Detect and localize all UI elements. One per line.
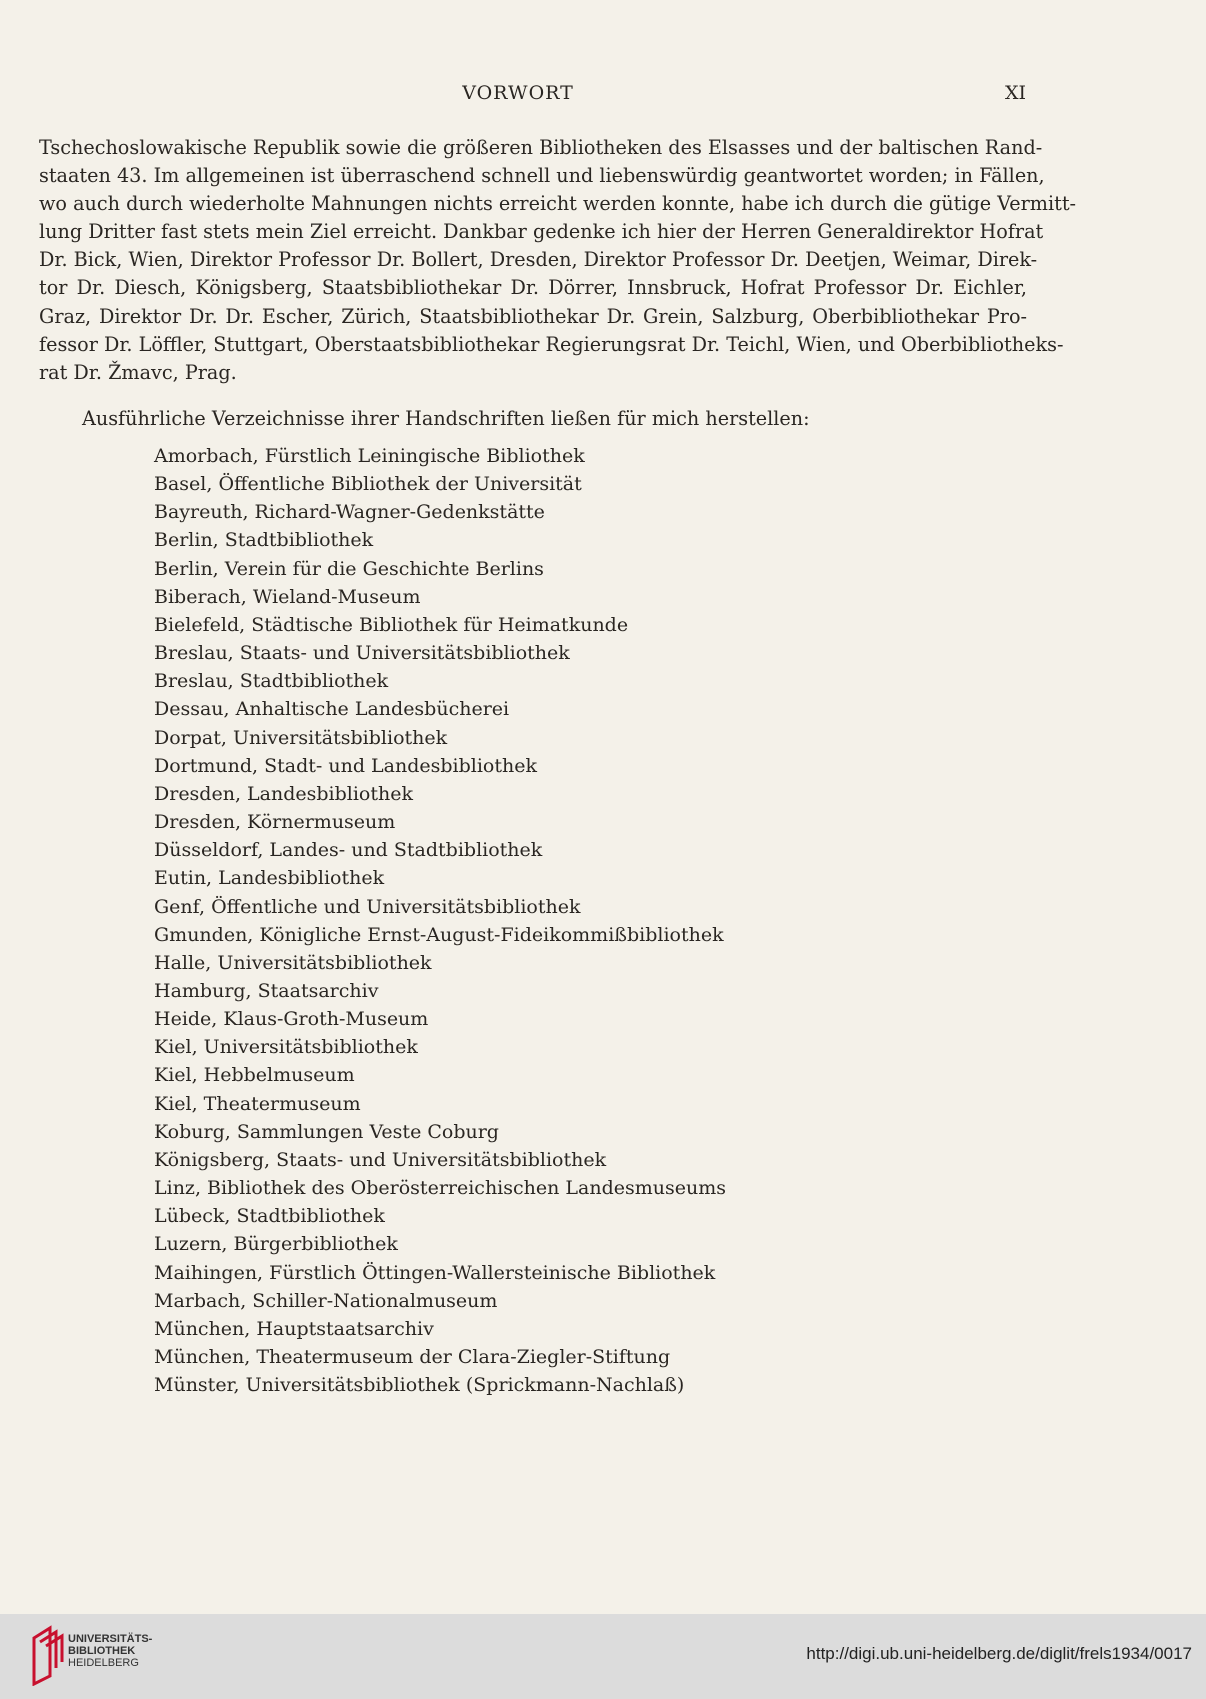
library-list-item: Luzern, Bürgerbibliothek [154,1233,398,1256]
list-lead-sentence: Ausführliche Verzeichnisse ihrer Handschriften ließen für mich herstellen: [82,407,810,430]
library-list-item: Kiel, Theatermuseum [154,1092,361,1115]
library-list-item: Münster, Universitätsbibliothek (Sprickmann-Nachlaß) [154,1374,685,1397]
library-list-item: Dortmund, Stadt- und Landesbibliothek [154,754,537,777]
intro-line: wo auch durch wiederholte Mahnungen nichts erreicht werden konnte, habe ich durch die gütige Vermitt- [39,192,1077,216]
library-list-item: München, Theatermuseum der Clara-Ziegler-Stiftung [154,1346,671,1368]
library-list-item: Eutin, Landesbibliothek [154,867,385,890]
intro-line: fessor Dr. Löffler, Stuttgart, Oberstaatsbibliothekar Regierungsrat Dr. Teichl, Wien, und Oberbibliotheks- [39,332,1064,356]
library-list-item: Gmunden, Königliche Ernst-August-Fideikommißbibliothek [154,923,724,946]
library-list-item: Bielefeld, Städtische Bibliothek für Heimatkunde [154,613,629,636]
library-list-item: Biberach, Wieland-Museum [154,585,421,608]
library-list-item: Kiel, Hebbelmuseum [154,1064,355,1087]
logo-line-1: UNIVERSITÄTS- [68,1633,153,1645]
library-list-item: Amorbach, Fürstlich Leiningische Bibliothek [154,445,585,467]
intro-line: rat Dr. Žmavc, Prag. [39,360,237,384]
library-list-item: Halle, Universitätsbibliothek [154,951,432,974]
footer-bar [0,1614,1206,1699]
library-list-item: Lübeck, Stadtbibliothek [154,1205,385,1228]
library-logo-icon[interactable] [28,1624,70,1686]
intro-paragraph [39,134,1077,387]
library-list-item: Berlin, Stadtbibliothek [154,529,374,552]
library-list [154,442,726,1399]
permalink-url[interactable]: http://digi.ub.uni-heidelberg.de/diglit/frels1934/0017 [806,1644,1192,1663]
library-list-item: Linz, Bibliothek des Oberösterreichischen Landesmuseums [154,1177,726,1200]
intro-line: Dr. Bick, Wien, Direktor Professor Dr. Bollert, Dresden, Direktor Professor Dr. Deetjen, Weimar, Direk- [39,248,1038,272]
logo-line-3: HEIDELBERG [68,1657,139,1669]
library-list-item: Dorpat, Universitätsbibliothek [154,726,448,749]
library-list-item: Kiel, Universitätsbibliothek [154,1036,418,1059]
library-list-item: Dresden, Landesbibliothek [154,782,413,805]
library-list-item: Berlin, Verein für die Geschichte Berlins [154,557,544,580]
intro-line: tor Dr. Diesch, Königsberg, Staatsbibliothekar Dr. Dörrer, Innsbruck, Hofrat Professor Dr. Eichler, [39,276,1027,300]
library-list-item: Heide, Klaus-Groth-Museum [154,1008,429,1031]
library-list-item: Dresden, Körnermuseum [154,811,396,834]
library-list-item: Dessau, Anhaltische Landesbücherei [154,698,510,721]
library-list-item: Basel, Öffentliche Bibliothek der Universität [154,473,582,496]
running-title: VORWORT [462,82,574,104]
library-list-item: München, Hauptstaatsarchiv [154,1317,434,1340]
library-list-item: Hamburg, Staatsarchiv [154,979,379,1002]
intro-line: Graz, Direktor Dr. Dr. Escher, Zürich, Staatsbibliothekar Dr. Grein, Salzburg, Oberbibliothekar Pro- [39,304,1027,328]
library-list-item: Koburg, Sammlungen Veste Coburg [154,1120,499,1143]
library-list-item: Königsberg, Staats- und Universitätsbibliothek [154,1148,607,1171]
library-list-item: Bayreuth, Richard-Wagner-Gedenkstätte [154,501,545,524]
library-list-item: Marbach, Schiller-Nationalmuseum [154,1289,498,1312]
library-list-item: Düsseldorf, Landes- und Stadtbibliothek [154,839,543,862]
intro-line: Tschechoslowakische Republik sowie die größeren Bibliotheken des Elsasses und der baltischen Rand- [39,136,1043,159]
logo-line-2: BIBLIOTHEK [68,1645,136,1657]
library-list-item: Genf, Öffentliche und Universitätsbibliothek [154,895,581,918]
running-head [0,82,1206,108]
library-list-item: Maihingen, Fürstlich Öttingen-Wallersteinische Bibliothek [154,1261,716,1284]
intro-line: lung Dritter fast stets mein Ziel erreicht. Dankbar gedenke ich hier der Herren Generaldirektor Hofrat [39,220,1044,244]
library-list-item: Breslau, Stadtbibliothek [154,670,389,693]
library-logo-text [68,1633,152,1669]
intro-line: staaten 43. Im allgemeinen ist überraschend schnell und liebenswürdig geantwortet worden; in Fällen, [39,164,1045,188]
library-list-item: Breslau, Staats- und Universitätsbibliothek [154,642,570,665]
page-number: XI [1004,82,1026,104]
